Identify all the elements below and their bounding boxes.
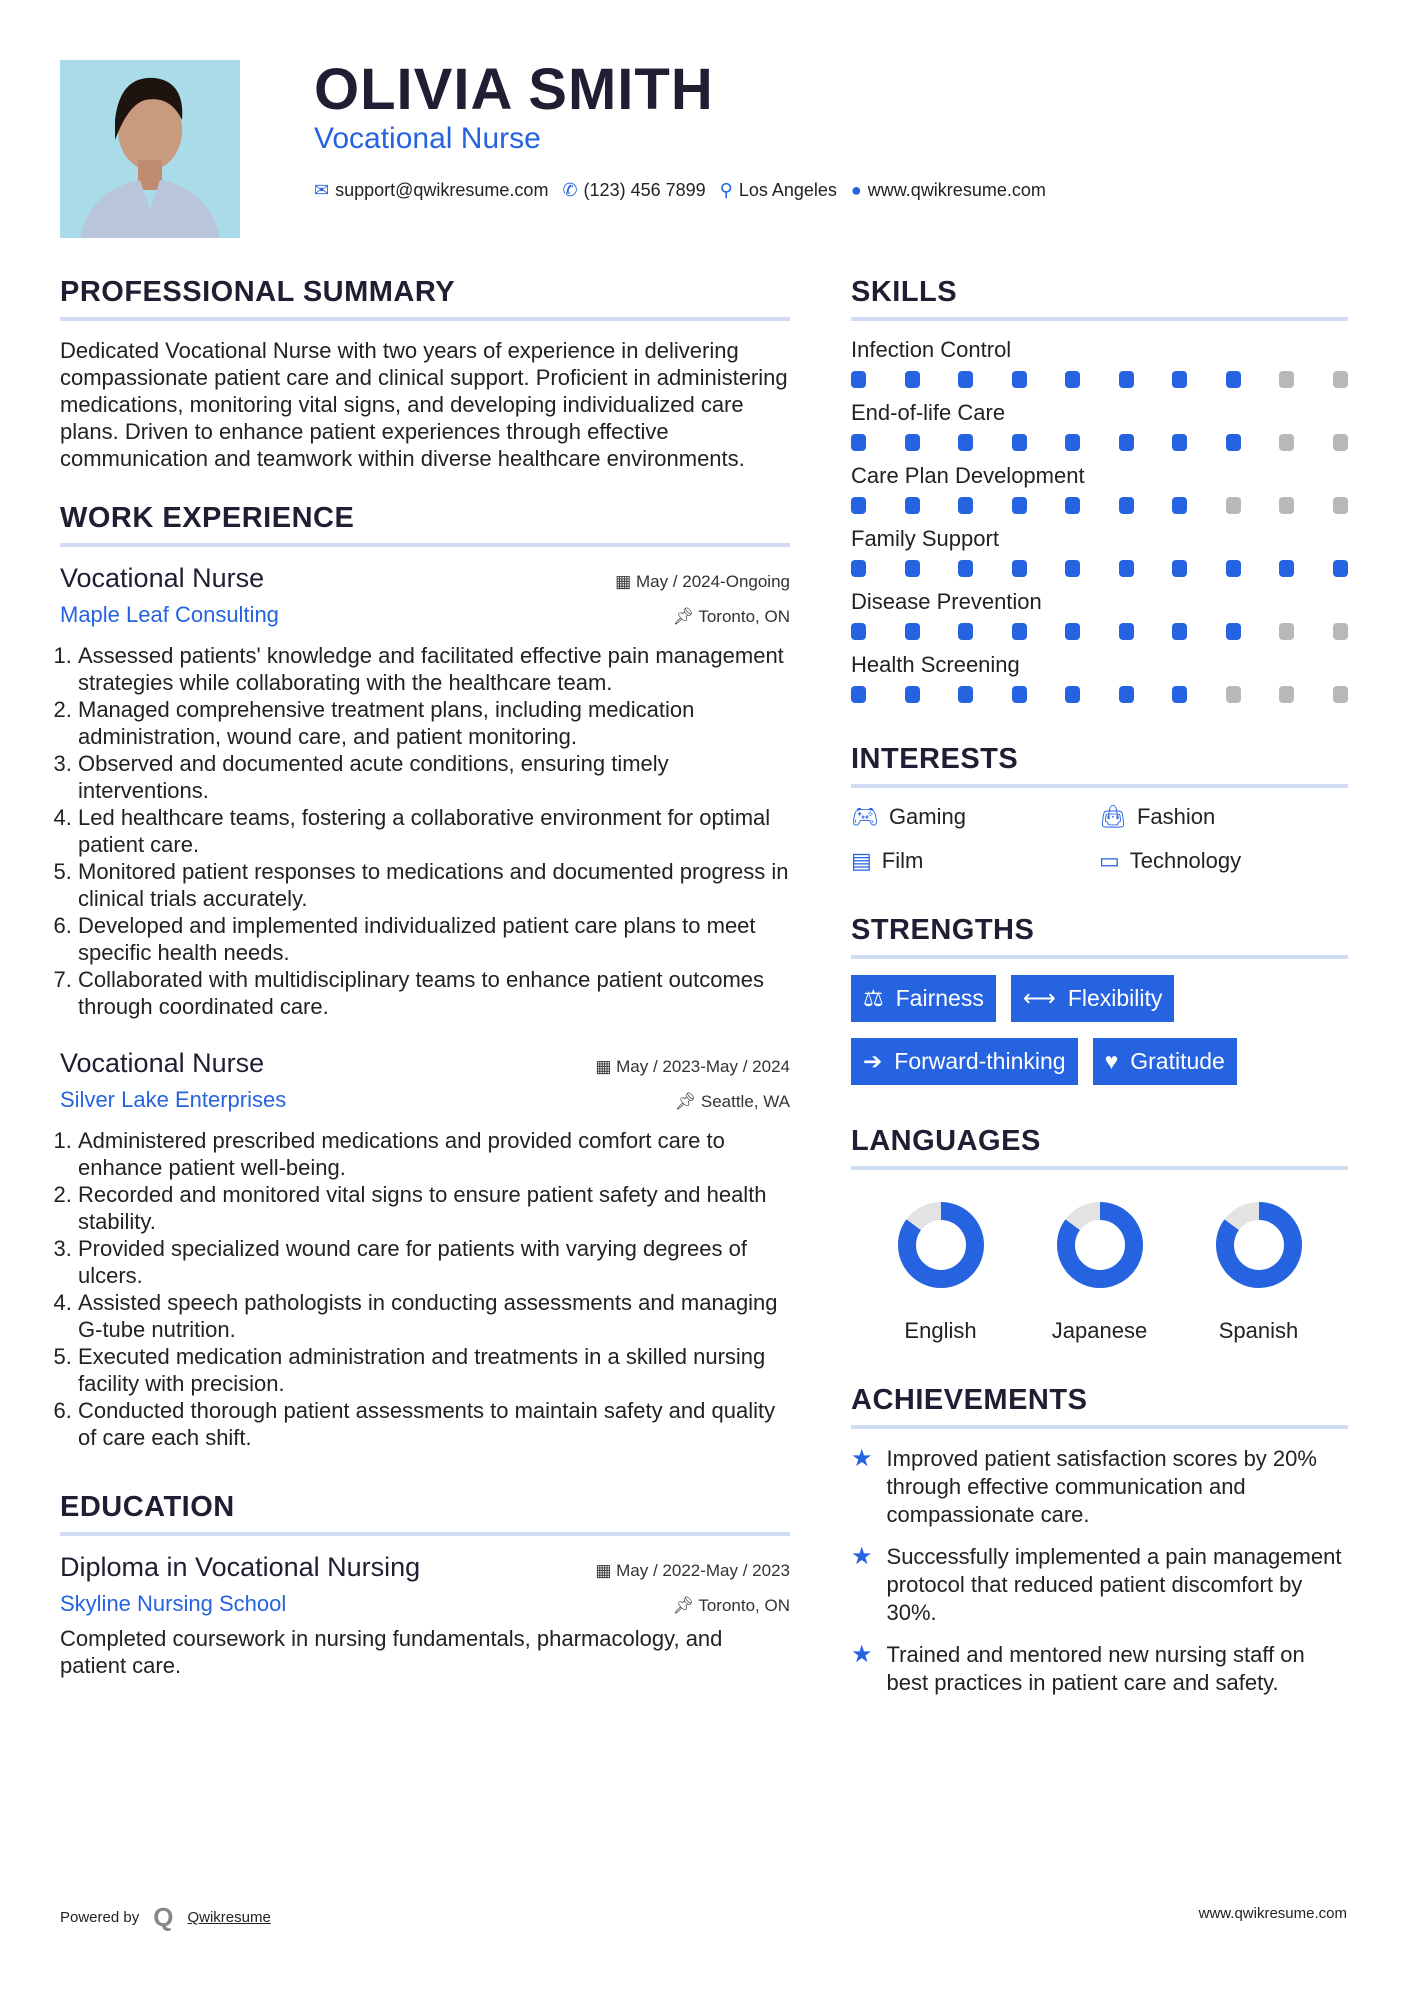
bullet-item: 1. Assessed patients' knowledge and facilitated effective pain management strategies while collaborating with the healthcare team. bbox=[78, 642, 790, 696]
rating-dot bbox=[1012, 371, 1027, 388]
job-location bbox=[672, 607, 790, 627]
footer-powered-by bbox=[60, 1902, 271, 1933]
rating-dot bbox=[1279, 686, 1294, 703]
rating-dot bbox=[958, 560, 973, 577]
achievement-text: Improved patient satisfaction scores by 20% through effective communication and compassionate care. bbox=[886, 1446, 1317, 1527]
rating-dot bbox=[851, 623, 866, 640]
rating-dot bbox=[1172, 560, 1187, 577]
contact-location bbox=[720, 180, 837, 201]
strength-tag bbox=[1011, 975, 1175, 1022]
bullet-item: 5. Executed medication administration and treatments in a skilled nursing facility with precision. bbox=[78, 1343, 790, 1397]
strength-label: Fairness bbox=[895, 985, 984, 1011]
pin-icon: 📌︎ bbox=[674, 1092, 701, 1111]
rating-dot bbox=[1226, 497, 1241, 514]
calendar-icon: ▦ bbox=[595, 1057, 617, 1076]
rating-dot bbox=[1012, 497, 1027, 514]
job-subheader bbox=[60, 1087, 790, 1113]
interest-label: Film bbox=[881, 848, 924, 873]
rating-dot bbox=[1012, 686, 1027, 703]
rating-dot bbox=[1065, 434, 1080, 451]
rating-dot bbox=[1279, 371, 1294, 388]
map-pin-icon: ⚲ bbox=[719, 180, 733, 200]
skill-name: Family Support bbox=[851, 526, 999, 551]
job-bullets bbox=[60, 642, 790, 1020]
section-heading: EDUCATION bbox=[60, 1491, 790, 1536]
film-icon: ▤ bbox=[851, 848, 872, 873]
laptop-icon: ▭ bbox=[1099, 848, 1120, 873]
skill-item bbox=[851, 463, 1348, 514]
rating-dot bbox=[958, 434, 973, 451]
strength-label: Flexibility bbox=[1067, 985, 1163, 1011]
interest-item bbox=[851, 848, 1099, 874]
rating-dot bbox=[1065, 371, 1080, 388]
rating-dot bbox=[1172, 497, 1187, 514]
language-donut bbox=[1055, 1200, 1145, 1290]
rating-dot bbox=[851, 686, 866, 703]
rating-dot bbox=[905, 434, 920, 451]
rating-dot bbox=[1065, 623, 1080, 640]
website-text: www.qwikresume.com bbox=[867, 180, 1046, 200]
rating-dot bbox=[1065, 686, 1080, 703]
strength-label: Forward-thinking bbox=[894, 1048, 1066, 1074]
interests-section bbox=[851, 743, 1348, 874]
skill-item bbox=[851, 526, 1348, 577]
dates-text: May / 2024-Ongoing bbox=[635, 572, 790, 591]
education-section bbox=[60, 1491, 790, 1679]
rating-dot bbox=[905, 371, 920, 388]
bullet-item: 3. Observed and documented acute conditions, ensuring timely interventions. bbox=[78, 750, 790, 804]
rating-dot bbox=[958, 686, 973, 703]
bullet-item: 2. Managed comprehensive treatment plans, including medication administration, wound care, and patient monitoring. bbox=[78, 696, 790, 750]
arrows-horizontal-icon: ⟷ bbox=[1022, 985, 1056, 1011]
skill-rating bbox=[851, 560, 1348, 577]
job-subheader bbox=[60, 602, 790, 628]
qwikresume-logo-icon: Q bbox=[153, 1902, 174, 1932]
interest-label: Gaming bbox=[888, 804, 966, 829]
summary-text: Dedicated Vocational Nurse with two years of experience in delivering compassionate patient care and clinical support. Proficient in administering medications, monitoring vital signs, and developing individualized care plans. Driven to enhance patient experiences through effective communication and teamwork within diverse healthcare environments. bbox=[60, 338, 788, 471]
rating-dot bbox=[1333, 371, 1348, 388]
achievement-item bbox=[851, 1641, 1348, 1697]
rating-dot bbox=[958, 623, 973, 640]
section-heading: WORK EXPERIENCE bbox=[60, 502, 790, 547]
rating-dot bbox=[1012, 623, 1027, 640]
bullet-item: 5. Monitored patient responses to medications and documented progress in clinical trials accurately. bbox=[78, 858, 790, 912]
summary-section bbox=[60, 276, 790, 472]
brand-link[interactable]: Qwikresume bbox=[187, 1909, 271, 1926]
rating-dot bbox=[1119, 686, 1134, 703]
language-item bbox=[1040, 1200, 1160, 1344]
balance-scale-icon: ⚖ bbox=[863, 985, 884, 1011]
rating-dot bbox=[1172, 434, 1187, 451]
interest-item bbox=[1099, 804, 1347, 830]
location-text: Seattle, WA bbox=[700, 1092, 790, 1111]
bullet-item: 3. Provided specialized wound care for patients with varying degrees of ulcers. bbox=[78, 1235, 790, 1289]
rating-dot bbox=[1119, 560, 1134, 577]
phone-text: (123) 456 7899 bbox=[583, 180, 706, 200]
rating-dot bbox=[851, 497, 866, 514]
interest-item bbox=[1099, 848, 1347, 874]
section-heading: SKILLS bbox=[851, 276, 1348, 321]
strengths-section bbox=[851, 914, 1348, 1085]
skill-name: Health Screening bbox=[851, 652, 1020, 677]
rating-dot bbox=[1279, 497, 1294, 514]
rating-dot bbox=[1065, 497, 1080, 514]
left-column bbox=[60, 276, 790, 1709]
candidate-title: Vocational Nurse bbox=[314, 122, 541, 155]
rating-dot bbox=[905, 497, 920, 514]
job-dates bbox=[615, 572, 790, 592]
bullet-item: 4. Led healthcare teams, fostering a collaborative environment for optimal patient care. bbox=[78, 804, 790, 858]
skill-item bbox=[851, 337, 1348, 388]
interest-label: Fashion bbox=[1136, 804, 1216, 829]
languages-section bbox=[851, 1125, 1348, 1344]
rating-dot bbox=[1333, 497, 1348, 514]
rating-dot bbox=[1226, 560, 1241, 577]
globe-icon: ● bbox=[850, 180, 862, 200]
shopping-bag-icon: 👜︎ bbox=[1099, 804, 1127, 829]
education-dates bbox=[595, 1561, 790, 1581]
candidate-name: OLIVIA SMITH bbox=[314, 57, 714, 122]
skill-rating bbox=[851, 686, 1348, 703]
right-column bbox=[851, 276, 1348, 1727]
star-icon: ★ bbox=[851, 1543, 873, 1570]
section-heading: LANGUAGES bbox=[851, 1125, 1348, 1170]
rating-dot bbox=[851, 371, 866, 388]
job-entry bbox=[60, 563, 790, 1020]
skill-name: End-of-life Care bbox=[851, 400, 1006, 425]
language-name: Japanese bbox=[1051, 1318, 1148, 1343]
achievement-item bbox=[851, 1543, 1348, 1627]
rating-dot bbox=[1226, 371, 1241, 388]
arrow-right-icon: ➔ bbox=[863, 1048, 883, 1074]
rating-dot bbox=[905, 686, 920, 703]
skill-item bbox=[851, 400, 1348, 451]
section-heading: PROFESSIONAL SUMMARY bbox=[60, 276, 790, 321]
envelope-icon: ✉ bbox=[314, 180, 330, 200]
rating-dot bbox=[1333, 686, 1348, 703]
degree: Diploma in Vocational Nursing bbox=[60, 1552, 421, 1582]
rating-dot bbox=[851, 560, 866, 577]
achievement-text: Trained and mentored new nursing staff on best practices in patient care and safety. bbox=[886, 1642, 1305, 1695]
rating-dot bbox=[1065, 560, 1080, 577]
rating-dot bbox=[1172, 371, 1187, 388]
contact-phone bbox=[562, 180, 705, 201]
star-icon: ★ bbox=[851, 1445, 873, 1472]
skill-rating bbox=[851, 371, 1348, 388]
job-header bbox=[60, 1048, 790, 1079]
contact-email[interactable] bbox=[314, 180, 548, 201]
skill-name: Disease Prevention bbox=[851, 589, 1042, 614]
language-item bbox=[1199, 1200, 1319, 1344]
rating-dot bbox=[1119, 371, 1134, 388]
rating-dot bbox=[1333, 623, 1348, 640]
bullet-item: 7. Collaborated with multidisciplinary teams to enhance patient outcomes through coordinated care. bbox=[78, 966, 790, 1020]
job-location bbox=[675, 1092, 790, 1112]
rating-dot bbox=[1119, 623, 1134, 640]
skill-name: Care Plan Development bbox=[851, 463, 1085, 488]
section-heading: ACHIEVEMENTS bbox=[851, 1384, 1348, 1429]
language-name: English bbox=[904, 1318, 977, 1343]
strength-tag bbox=[1093, 1038, 1237, 1085]
skills-section bbox=[851, 276, 1348, 703]
rating-dot bbox=[958, 497, 973, 514]
skill-item bbox=[851, 652, 1348, 703]
achievements-section bbox=[851, 1384, 1348, 1697]
company-name: Maple Leaf Consulting bbox=[60, 602, 279, 627]
calendar-icon: ▦ bbox=[615, 572, 636, 591]
strength-tag bbox=[851, 1038, 1078, 1085]
location-text: Toronto, ON bbox=[698, 607, 790, 626]
heart-icon: ♥ bbox=[1104, 1048, 1119, 1074]
skill-item bbox=[851, 589, 1348, 640]
dates-text: May / 2023-May / 2024 bbox=[616, 1057, 790, 1076]
rating-dot bbox=[1012, 560, 1027, 577]
powered-by-text: Powered by bbox=[60, 1909, 140, 1926]
location-text: Los Angeles bbox=[738, 180, 837, 200]
language-name: Spanish bbox=[1218, 1318, 1299, 1343]
rating-dot bbox=[905, 560, 920, 577]
rating-dot bbox=[1333, 434, 1348, 451]
education-description: Completed coursework in nursing fundamentals, pharmacology, and patient care. bbox=[60, 1626, 723, 1678]
strength-label: Gratitude bbox=[1130, 1048, 1225, 1074]
achievement-item bbox=[851, 1445, 1348, 1529]
rating-dot bbox=[1279, 623, 1294, 640]
job-header bbox=[60, 563, 790, 594]
rating-dot bbox=[958, 371, 973, 388]
dates-text: May / 2022-May / 2023 bbox=[616, 1561, 790, 1580]
company-name: Silver Lake Enterprises bbox=[60, 1087, 287, 1112]
rating-dot bbox=[1333, 560, 1348, 577]
job-title: Vocational Nurse bbox=[60, 563, 265, 593]
profile-photo bbox=[60, 60, 240, 238]
rating-dot bbox=[1279, 434, 1294, 451]
rating-dot bbox=[1119, 497, 1134, 514]
strength-tag bbox=[851, 975, 996, 1022]
bullet-item: 6. Developed and implemented individualized patient care plans to meet specific health needs. bbox=[78, 912, 790, 966]
location-text: Toronto, ON bbox=[698, 1596, 790, 1615]
pin-icon: 📌︎ bbox=[672, 1596, 699, 1615]
interest-label: Technology bbox=[1129, 848, 1242, 873]
bullet-item: 6. Conducted thorough patient assessments to maintain safety and quality of care each shift. bbox=[78, 1397, 790, 1451]
rating-dot bbox=[1172, 623, 1187, 640]
rating-dot bbox=[1012, 434, 1027, 451]
bullet-item: 1. Administered prescribed medications and provided comfort care to enhance patient well-being. bbox=[78, 1127, 790, 1181]
job-dates bbox=[595, 1057, 790, 1077]
bullet-item: 2. Recorded and monitored vital signs to ensure patient safety and health stability. bbox=[78, 1181, 790, 1235]
section-heading: STRENGTHS bbox=[851, 914, 1348, 959]
rating-dot bbox=[1226, 623, 1241, 640]
calendar-icon: ▦ bbox=[595, 1561, 617, 1580]
language-donut bbox=[1214, 1200, 1304, 1290]
rating-dot bbox=[1172, 686, 1187, 703]
skill-rating bbox=[851, 497, 1348, 514]
interest-item bbox=[851, 804, 1099, 830]
rating-dot bbox=[1226, 686, 1241, 703]
rating-dot bbox=[905, 623, 920, 640]
rating-dot bbox=[851, 434, 866, 451]
contact-website[interactable] bbox=[851, 180, 1046, 201]
skill-rating bbox=[851, 434, 1348, 451]
achievement-text: Successfully implemented a pain management protocol that reduced patient discomfort by 30%. bbox=[886, 1544, 1342, 1625]
phone-icon: ✆ bbox=[562, 180, 578, 200]
experience-section bbox=[60, 502, 790, 1451]
rating-dot bbox=[1226, 434, 1241, 451]
school-name: Skyline Nursing School bbox=[60, 1591, 287, 1616]
job-bullets bbox=[60, 1127, 790, 1451]
job-entry bbox=[60, 1048, 790, 1451]
footer-website[interactable]: www.qwikresume.com bbox=[1198, 1905, 1347, 1922]
star-icon: ★ bbox=[851, 1641, 873, 1668]
skill-rating bbox=[851, 623, 1348, 640]
gamepad-icon: 🎮︎ bbox=[851, 804, 879, 829]
job-title: Vocational Nurse bbox=[60, 1048, 265, 1078]
education-location bbox=[672, 1596, 790, 1616]
skill-name: Infection Control bbox=[851, 337, 1012, 362]
bullet-item: 4. Assisted speech pathologists in conducting assessments and managing G-tube nutrition. bbox=[78, 1289, 790, 1343]
pin-icon: 📌︎ bbox=[672, 607, 699, 626]
contact-bar bbox=[314, 180, 1046, 201]
section-heading: INTERESTS bbox=[851, 743, 1348, 788]
rating-dot bbox=[1119, 434, 1134, 451]
email-text: support@qwikresume.com bbox=[335, 180, 549, 200]
language-donut bbox=[896, 1200, 986, 1290]
rating-dot bbox=[1279, 560, 1294, 577]
language-item bbox=[881, 1200, 1001, 1344]
